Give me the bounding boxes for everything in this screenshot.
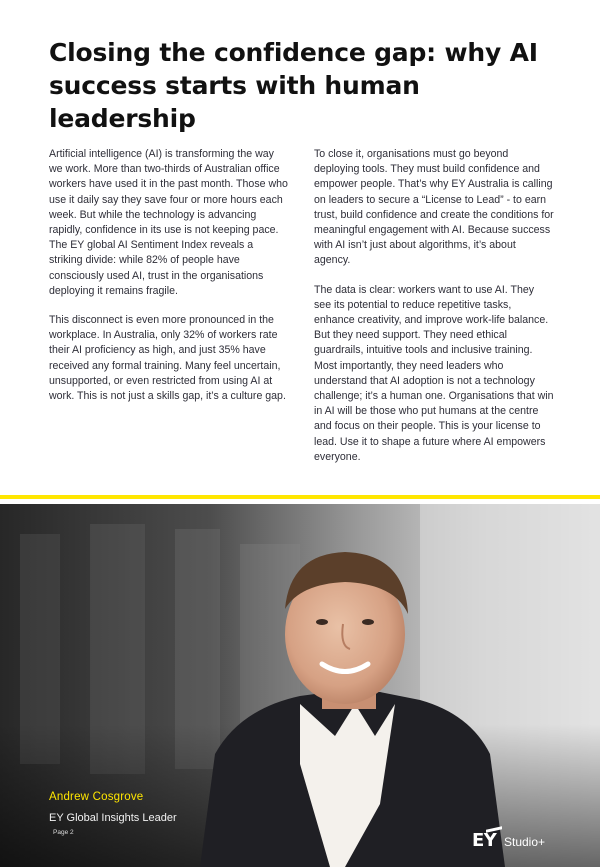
right-column [314, 147, 554, 479]
ey-studio-logo [472, 824, 584, 854]
logo-suffix: Studio+ [504, 835, 546, 849]
left-column [49, 147, 289, 418]
page-number: Page 2 [53, 829, 74, 836]
paragraph: Artificial intelligence (AI) is transforming the way we work. More than two-thirds of Australian office workers have used it in the past month. Those who use it daily say they save four or more hours each week. But while the technology is advancing rapidly, confidence in its use is not keeping pace. The EY global AI Sentiment Index reveals a striking divide: while 82% of people have consciously used AI, trust in the organisations deploying it remains fragile. [49, 148, 288, 297]
paragraph: This disconnect is even more pronounced in the workplace. In Australia, only 32% of workers rate their AI proficiency as high, and just 35% have received any formal training. Many feel uncertain, unsupported, or even restricted from using AI at work. This is not just a skills gap, it’s a culture gap. [49, 314, 286, 403]
paragraph: To close it, organisations must go beyond deploying tools. They must build confidence and empower people. That’s why EY Australia is calling on leaders to secure a “License to Lead” - to earn trust, build confidence and create the conditions for meaningful engagement with AI. Because success with AI isn’t just about algorithms, it’s about agency. [314, 148, 554, 267]
accent-divider [0, 495, 600, 499]
person-name: Andrew Cosgrove [49, 791, 144, 803]
page-title: Closing the confidence gap: why AI success starts with human leadership [49, 38, 538, 133]
person-role: EY Global Insights Leader [49, 812, 177, 824]
paragraph: The data is clear: workers want to use AI. They see its potential to reduce repetitive tasks, enhance creativity, and improve work-life balance. But they need support. They need ethical guardrails, intuitive tools and inclusive training. Most importantly, they need leaders who understand that AI adoption is not a technology challenge; it’s a human one. Organisations that win in AI will be those who put humans at the centre and focus on their people. This is your license to lead. Use it to shape a future where AI empowers everyone. [314, 283, 554, 463]
logo-mark: EY [472, 830, 497, 851]
